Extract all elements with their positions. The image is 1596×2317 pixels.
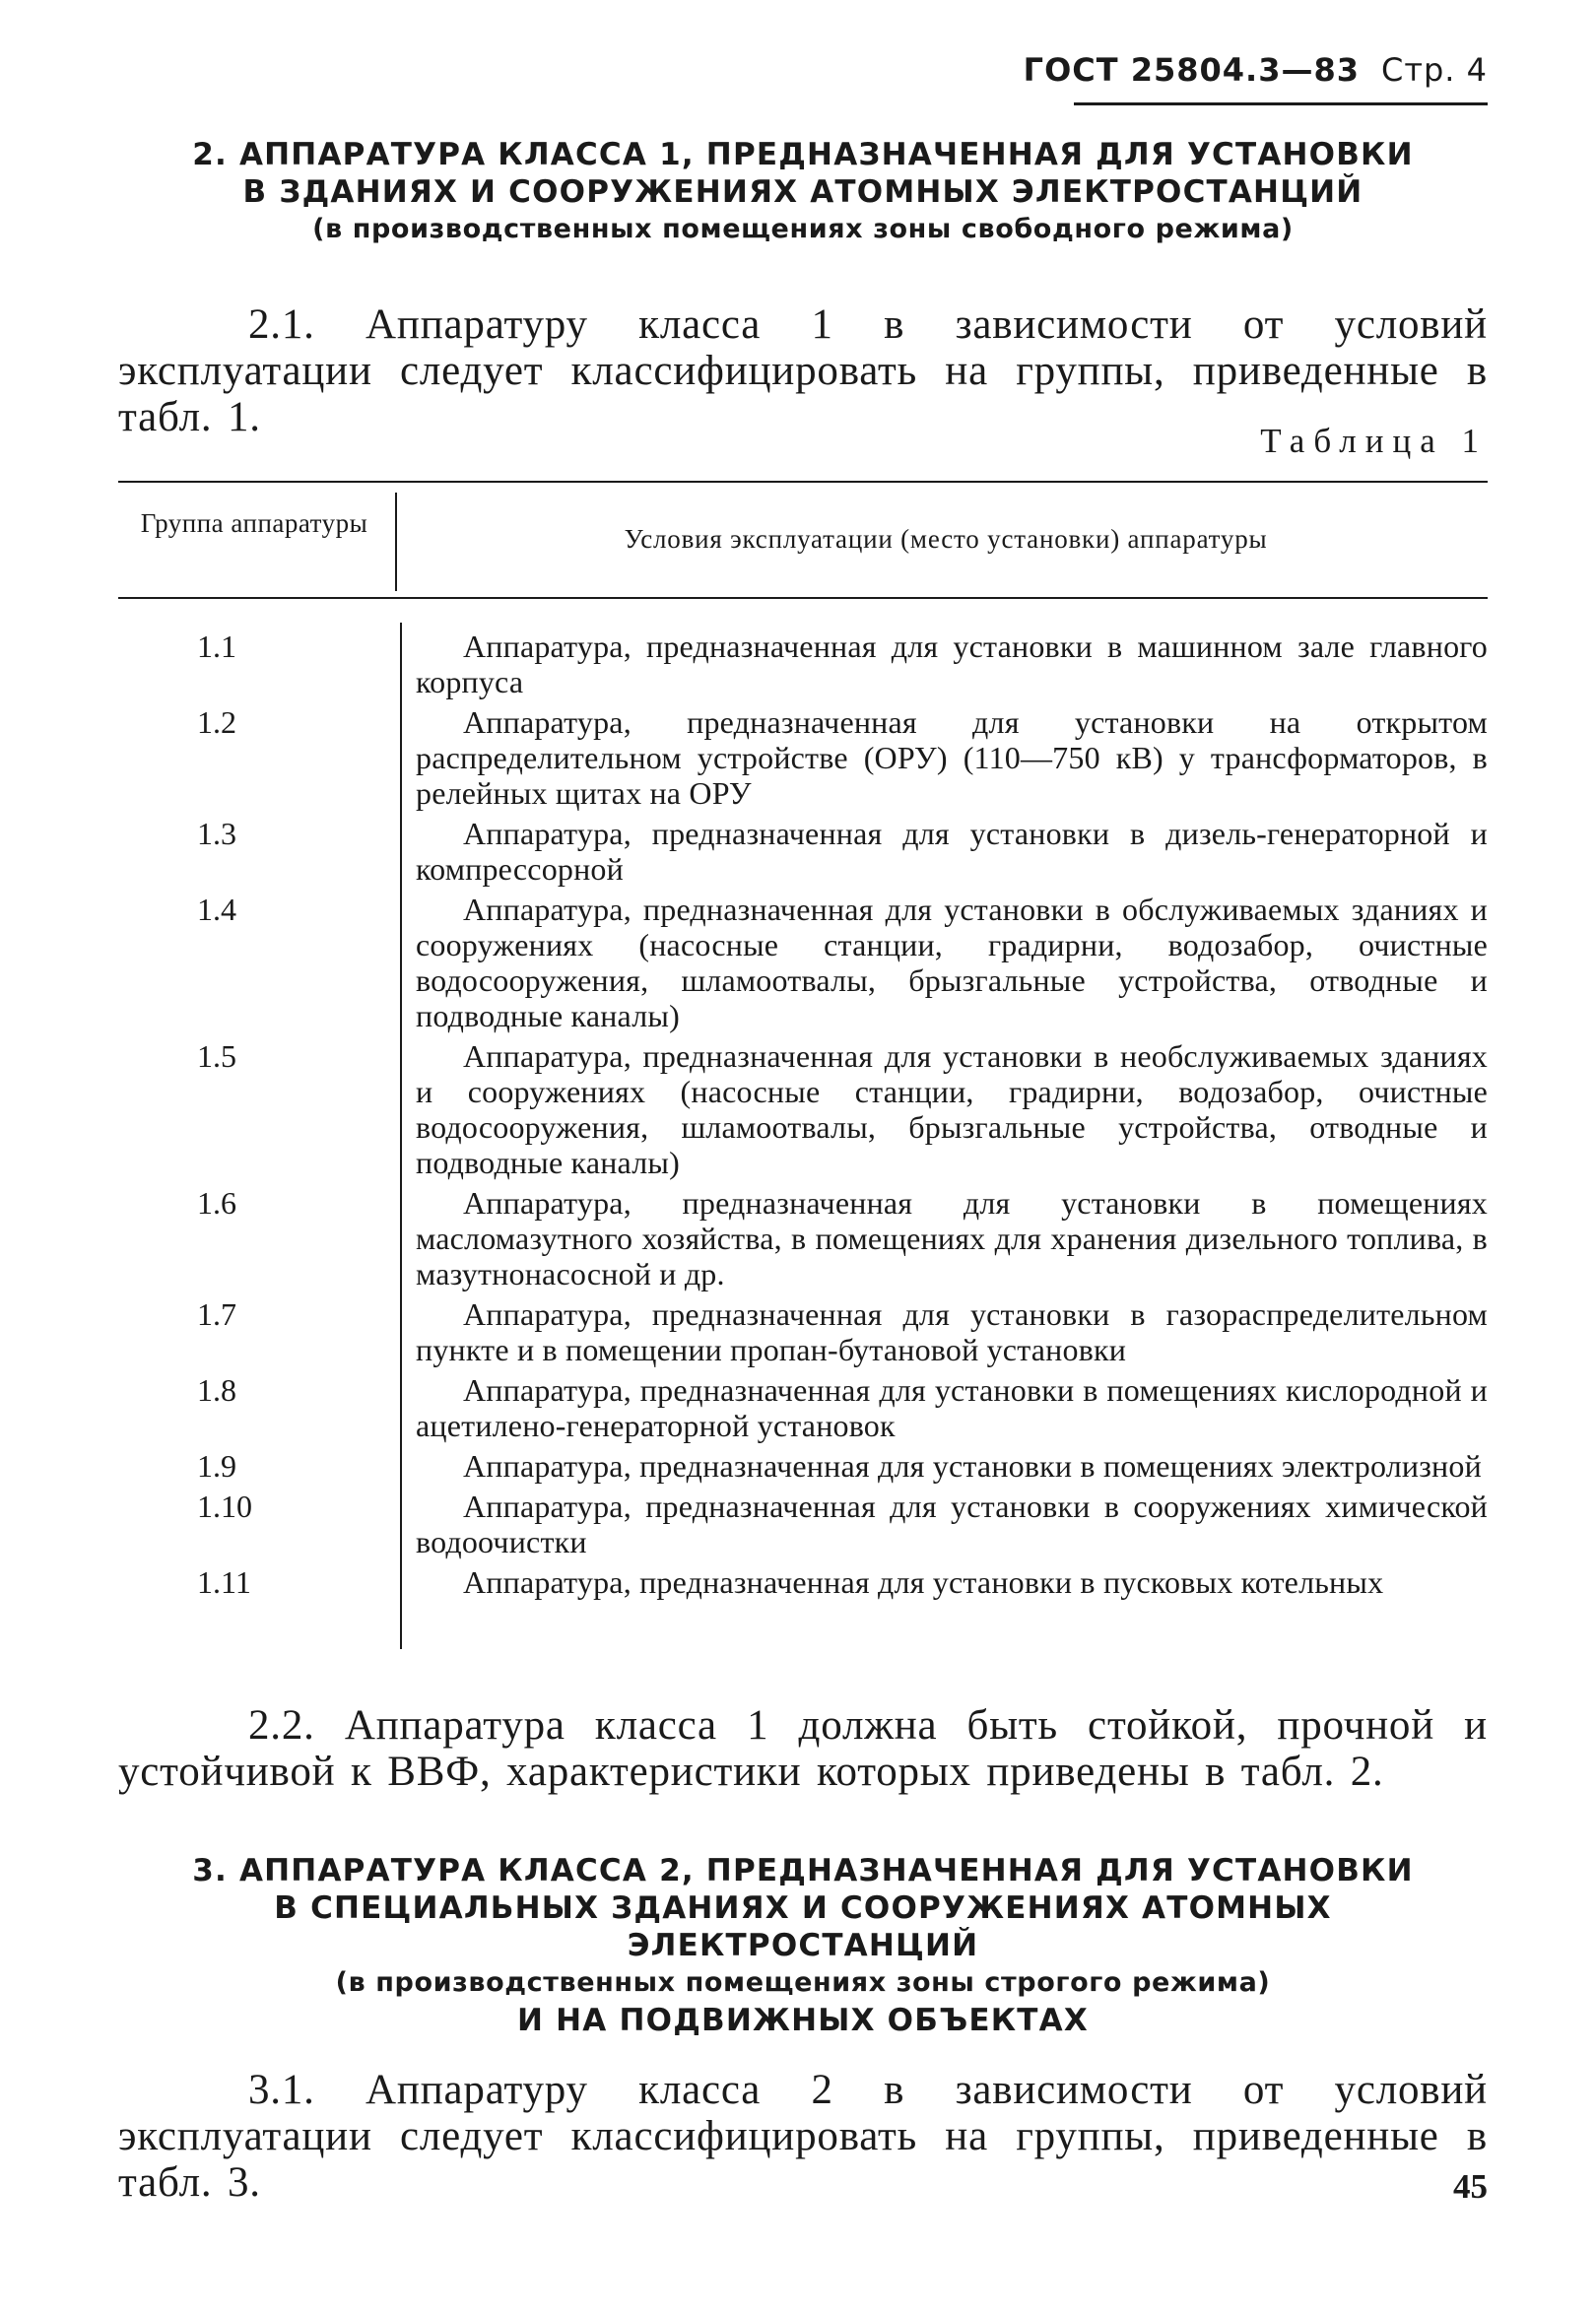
table-row (118, 1448, 1488, 1484)
section-3-subtitle: (в производственных помещениях зоны строгого режима) (335, 1967, 1271, 1998)
header-rule (1074, 102, 1488, 105)
section-3-heading (118, 1852, 1488, 2039)
table-row (118, 1372, 1488, 1443)
table-header-divider (395, 493, 397, 591)
page-label: Стр. 4 (1381, 51, 1488, 89)
table-cell-group: 1.5 (197, 1038, 236, 1074)
table-header-conditions: Условия эксплуатации (место установки) аппаратуры (624, 524, 1268, 554)
table-cell-conditions: Аппаратура, предназначенная для установки в необслуживаемых зданиях и сооружениях (насосные станции, градирни, водозабор, очистные водосооружения, шламоотвалы, брызгальные устройства, отводные и подводные каналы) (416, 1038, 1488, 1180)
table-row (118, 1296, 1488, 1367)
section-2-subtitle: (в производственных помещениях зоны свободного режима) (312, 214, 1294, 244)
table-row (118, 1185, 1488, 1291)
table-cell-group: 1.3 (197, 816, 236, 851)
table-row (118, 892, 1488, 1033)
table-cell-group: 1.7 (197, 1296, 236, 1332)
table-cell-conditions: Аппаратура, предназначенная для установки на открытом распределительном устройстве (ОРУ) (110—750 кВ) у трансформаторов, в релейных щитах на ОРУ (416, 704, 1488, 811)
table-cell-conditions: Аппаратура, предназначенная для установки в сооружениях химической водоочистки (416, 1489, 1488, 1559)
table-cell-conditions: Аппаратура, предназначенная для установки в дизель-генераторной и компрессорной (416, 816, 1488, 887)
table-cell-conditions: Аппаратура, предназначенная для установки в пусковых котельных (463, 1564, 1384, 1600)
table-cell-group: 1.2 (197, 704, 236, 740)
table-row (118, 1038, 1488, 1180)
page-number: 45 (1453, 2167, 1488, 2206)
section-2-title-line1: 2. АППАРАТУРА КЛАССА 1, ПРЕДНАЗНАЧЕННАЯ ДЛЯ УСТАНОВКИ (192, 137, 1414, 172)
section-3-title-line4: И НА ПОДВИЖНЫХ ОБЪЕКТАХ (517, 2003, 1089, 2038)
section-2-title-line2: В ЗДАНИЯХ И СООРУЖЕНИЯХ АТОМНЫХ ЭЛЕКТРОСТАНЦИЙ (242, 174, 1363, 210)
table-1-caption: Таблица 1 (1260, 422, 1488, 460)
table-cell-conditions: Аппаратура, предназначенная для установки в помещениях кислородной и ацетилено-генераторной установок (416, 1372, 1488, 1443)
table-cell-group: 1.6 (197, 1185, 236, 1221)
table-cell-conditions: Аппаратура, предназначенная для установки в газораспределительном пункте и в помещении пропан-бутановой установки (416, 1296, 1488, 1367)
table-cell-conditions: Аппаратура, предназначенная для установки в машинном зале главного корпуса (416, 629, 1488, 699)
table-cell-group: 1.1 (197, 629, 236, 664)
table-cell-conditions: Аппаратура, предназначенная для установки в обслуживаемых зданиях и сооружениях (насосные станции, градирни, водозабор, очистные водосооружения, шламоотвалы, брызгальные устройства, отводные и подводные каналы) (416, 892, 1488, 1033)
running-header (1024, 51, 1488, 89)
paragraph-2-2: 2.2. Аппаратура класса 1 должна быть стойкой, прочной и устойчивой к ВВФ, характеристики которых приведены в табл. 2. (118, 1702, 1488, 1795)
document-page (118, 0, 1488, 2317)
table-cell-conditions: Аппаратура, предназначенная для установки в помещениях масломазутного хозяйства, в помещениях для хранения дизельного топлива, в мазутнонасосной и др. (416, 1185, 1488, 1291)
table-cell-group: 1.10 (197, 1489, 252, 1524)
section-2-heading (118, 136, 1488, 248)
table-header-rule (118, 597, 1488, 599)
table-row (118, 816, 1488, 887)
section-3-title-line1: 3. АППАРАТУРА КЛАССА 2, ПРЕДНАЗНАЧЕННАЯ ДЛЯ УСТАНОВКИ (192, 1853, 1414, 1888)
table-1-body (118, 629, 1488, 1605)
table-row (118, 629, 1488, 699)
table-cell-group: 1.4 (197, 892, 236, 927)
table-header-group: Группа аппаратуры (140, 508, 368, 538)
section-3-title-line2: В СПЕЦИАЛЬНЫХ ЗДАНИЯХ И СООРУЖЕНИЯХ АТОМНЫХ ЭЛЕКТРОСТАНЦИЙ (274, 1890, 1332, 1963)
standard-number: ГОСТ 25804.3—83 (1023, 51, 1360, 89)
paragraph-2-1: 2.1. Аппаратуру класса 1 в зависимости от условий эксплуатации следует классифицировать на группы, приведенные в табл. 1. (118, 301, 1488, 440)
table-top-rule (118, 481, 1488, 483)
table-row (118, 704, 1488, 811)
table-cell-group: 1.9 (197, 1448, 236, 1484)
table-row (118, 1489, 1488, 1559)
table-row (118, 1564, 1488, 1600)
table-cell-conditions: Аппаратура, предназначенная для установки в помещениях электролизной (463, 1448, 1482, 1484)
table-cell-group: 1.8 (197, 1372, 236, 1408)
paragraph-3-1: 3.1. Аппаратуру класса 2 в зависимости от условий эксплуатации следует классифицировать на группы, приведенные в табл. 3. (118, 2067, 1488, 2206)
table-cell-group: 1.11 (197, 1564, 251, 1600)
